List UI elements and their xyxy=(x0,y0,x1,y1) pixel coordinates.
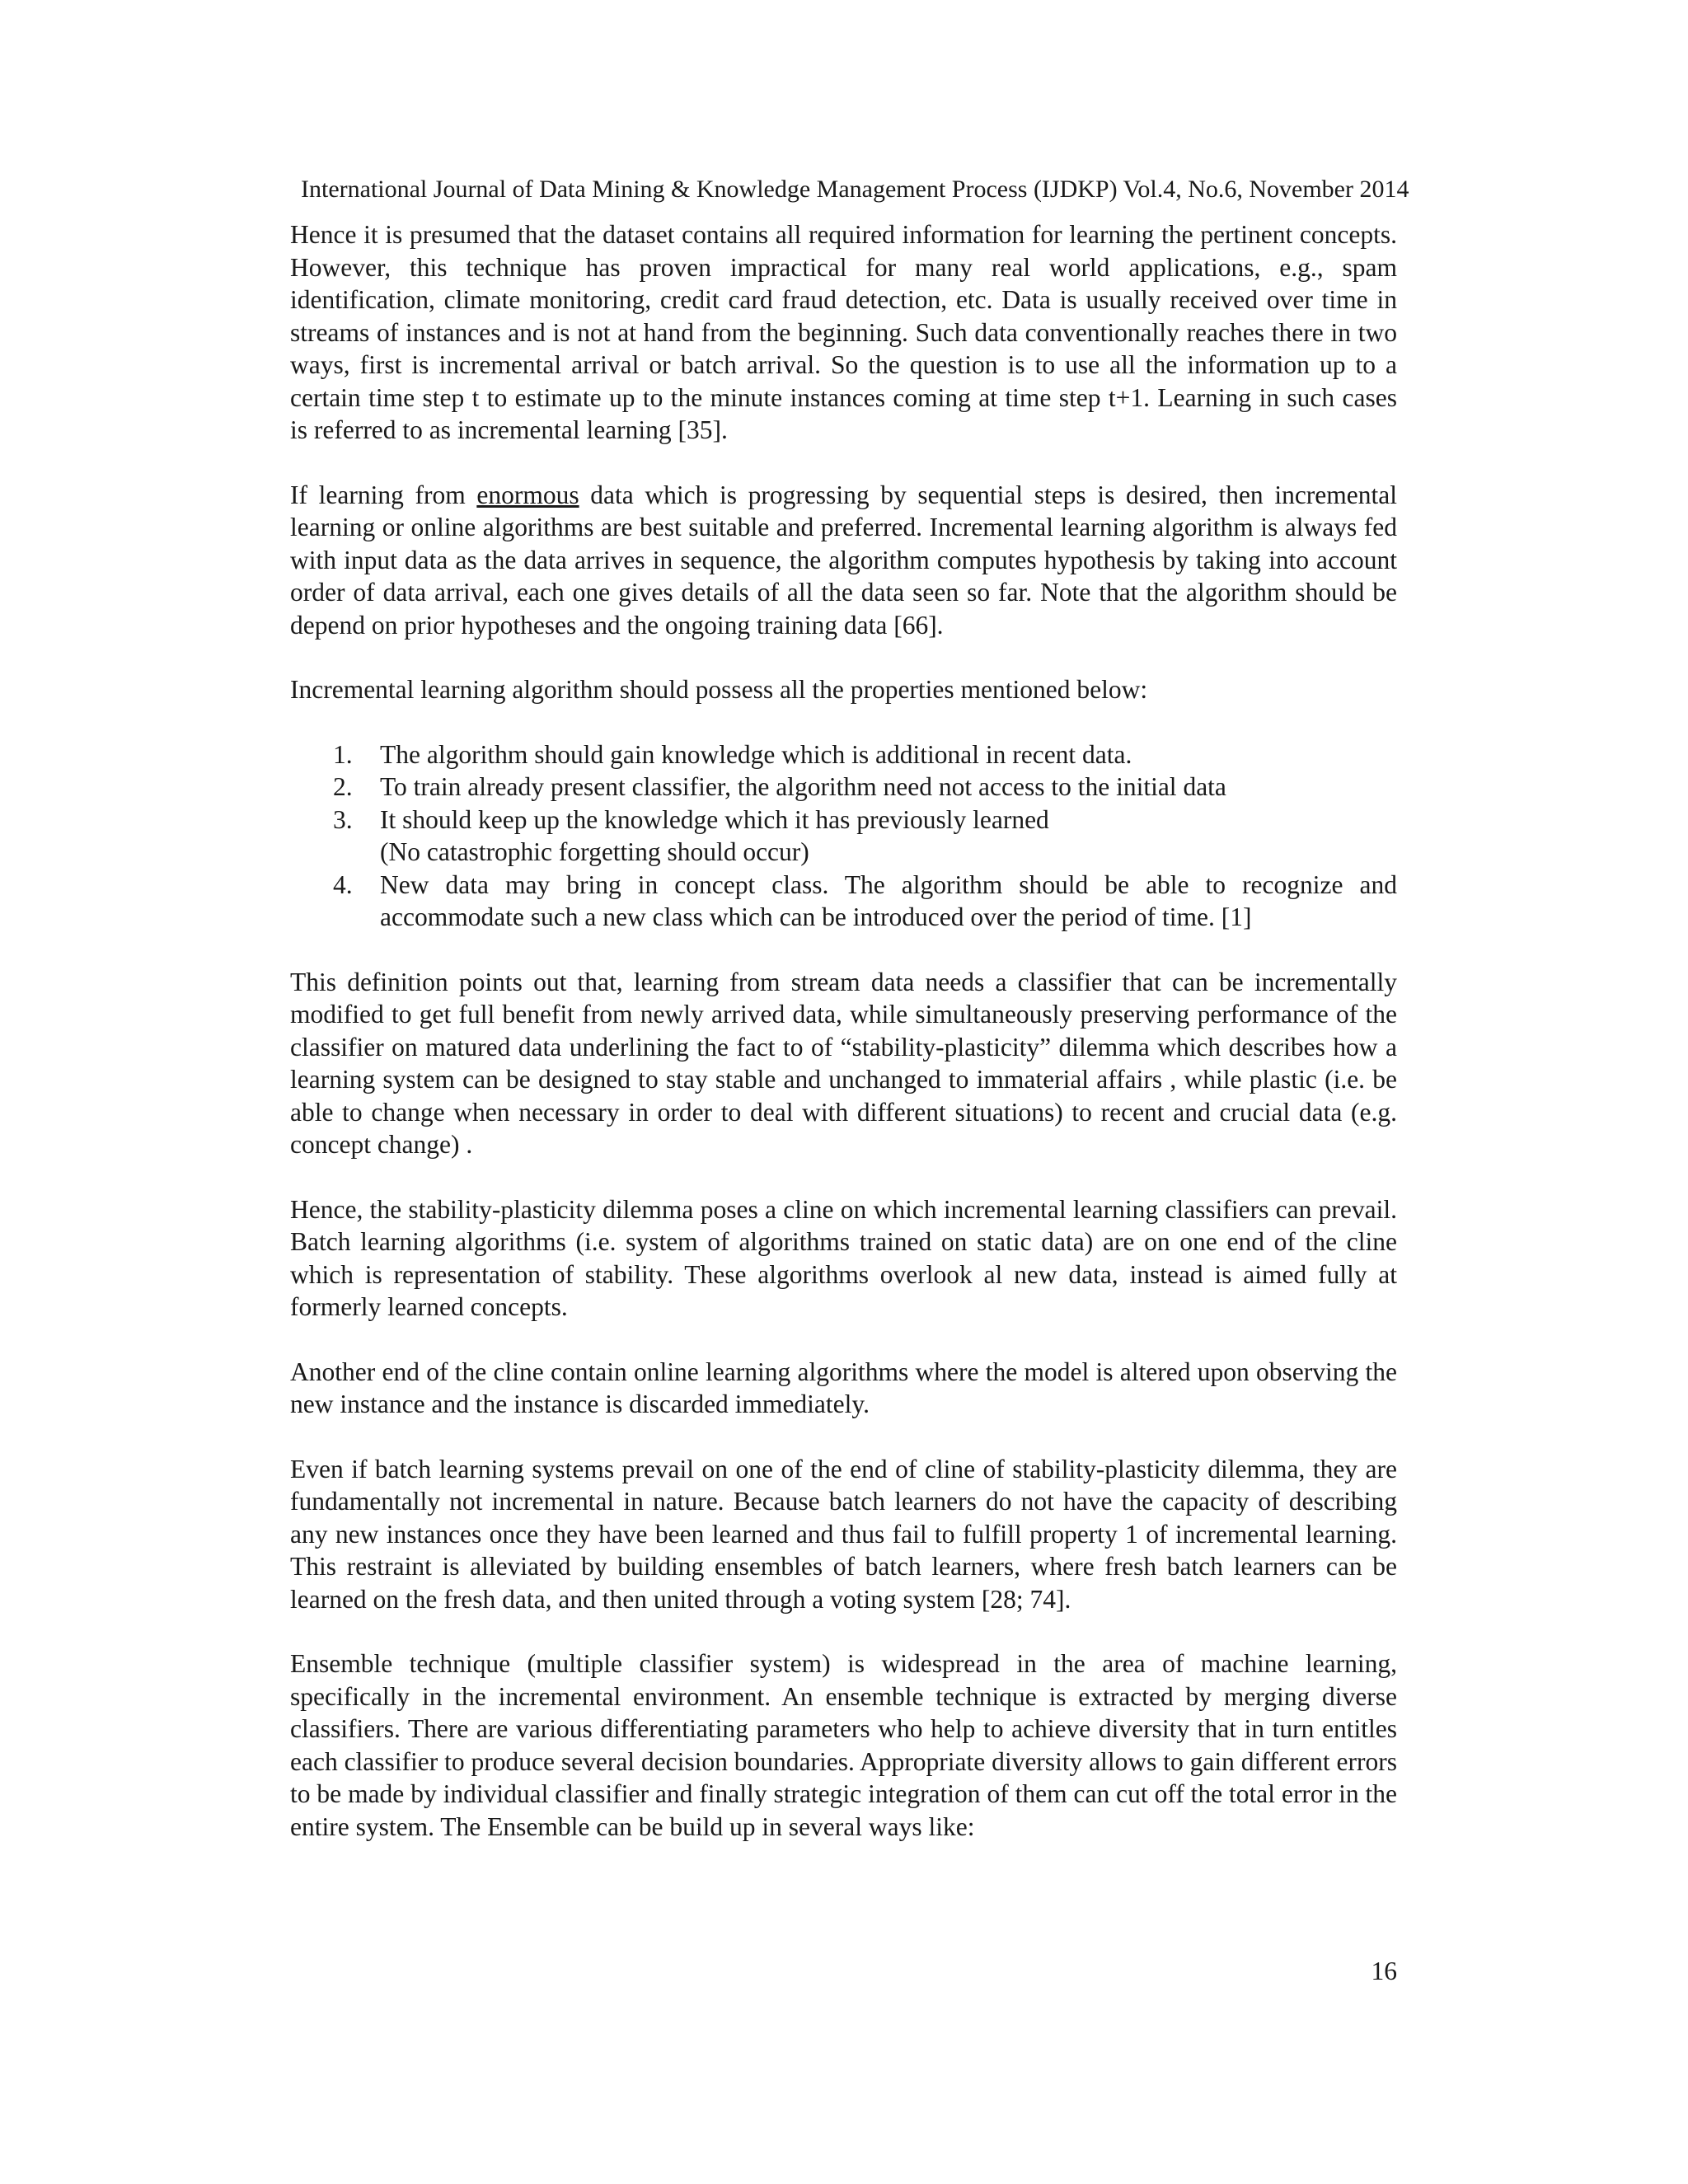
list-item xyxy=(290,804,1397,869)
list-item xyxy=(290,771,1397,804)
list-item-text: It should keep up the knowledge which it has previously learned xyxy=(380,804,1049,834)
list-item-text: New data may bring in concept class. The algorithm should be able to recognize and accommodate such a new class which can be introduced over the period of time. [1] xyxy=(380,869,1397,931)
paragraph-3: Incremental learning algorithm should possess all the properties mentioned below: xyxy=(290,675,1148,704)
paragraph-1: Hence it is presumed that the dataset contains all required information for learning the pertinent concepts. However, this technique has proven impractical for many real world applications, e.g., spam identification, climate monitoring, credit card fraud detection, etc. Data is usually received over time in streams of instances and is not at hand from the beginning. Such data conventionally reaches there in two ways, first is incremental arrival or batch arrival. So the question is to use all the information up to a certain time step t to estimate up to the minute instances coming at time step t+1. Learning in such cases is referred to as incremental learning [35]. xyxy=(290,220,1397,444)
page-body xyxy=(290,218,1397,1843)
paragraph-2-rest: data which is progressing by sequential steps is desired, then incremental learning or online algorithms are best suitable and preferred. Incremental learning algorithm is always fed with input data as the data arrives in sequence, the algorithm computes hypothesis by taking into account order of data arrival, each one gives details of all the data seen so far. Note that the algorithm should be depend on prior hypotheses and the ongoing training data [66]. xyxy=(290,480,1397,640)
paragraph-2 xyxy=(290,479,1397,642)
list-item-note: (No catastrophic forgetting should occur) xyxy=(380,837,809,866)
underlined-word: enormous xyxy=(476,480,579,509)
list-item xyxy=(290,738,1397,771)
properties-list xyxy=(290,738,1397,934)
paragraph-4: This definition points out that, learning from stream data needs a classifier that can be incrementally modified to get full benefit from newly arrived data, while simultaneously preserving performance of the classifier on matured data underlining the fact to of “stability-plasticity” dilemma which describes how a learning system can be designed to stay stable and unchanged to immaterial affairs , while plastic (i.e. be able to change when necessary in order to deal with different situations) to recent and crucial data (e.g. concept change) . xyxy=(290,967,1397,1159)
list-item-text: The algorithm should gain knowledge which is additional in recent data. xyxy=(380,739,1132,769)
page-number: 16 xyxy=(1371,1957,1397,1985)
list-item-number: 3. xyxy=(333,804,353,834)
list-item xyxy=(290,869,1397,934)
running-header: International Journal of Data Mining & Knowledge Management Process (IJDKP) Vol.4, No.6, November 2014 xyxy=(301,176,1409,203)
paragraph-6: Another end of the cline contain online learning algorithms where the model is altered upon observing the new instance and the instance is discarded immediately. xyxy=(290,1357,1397,1418)
list-item-text: To train already present classifier, the algorithm need not access to the initial data xyxy=(380,772,1226,801)
paragraph-7: Even if batch learning systems prevail on one of the end of cline of stability-plasticity dilemma, they are fundamentally not incremental in nature. Because batch learners do not have the capacity of describing any new instances once they have been learned and thus fail to fulfill property 1 of incremental learning. This restraint is alleviated by building ensembles of batch learners, where fresh batch learners can be learned on the fresh data, and then united through a voting system [28; 74]. xyxy=(290,1454,1397,1614)
paragraph-8: Ensemble technique (multiple classifier system) is widespread in the area of machine learning, specifically in the incremental environment. An ensemble technique is extracted by merging diverse classifiers. There are various differentiating parameters who help to achieve diversity that in turn entitles each classifier to produce several decision boundaries. Appropriate diversity allows to gain different errors to be made by individual classifier and finally strategic integration of them can cut off the total error in the entire system. The Ensemble can be build up in several ways like: xyxy=(290,1649,1397,1841)
list-item-number: 1. xyxy=(333,739,353,769)
list-item-number: 4. xyxy=(333,869,353,899)
list-item-number: 2. xyxy=(333,772,353,801)
paragraph-2-start: If learning from xyxy=(290,480,477,509)
paragraph-5: Hence, the stability-plasticity dilemma poses a cline on which incremental learning classifiers can prevail. Batch learning algorithms (i.e. system of algorithms trained on static data) are on one end of the cline which is representation of stability. These algorithms overlook al new data, instead is aimed fully at formerly learned concepts. xyxy=(290,1194,1397,1321)
